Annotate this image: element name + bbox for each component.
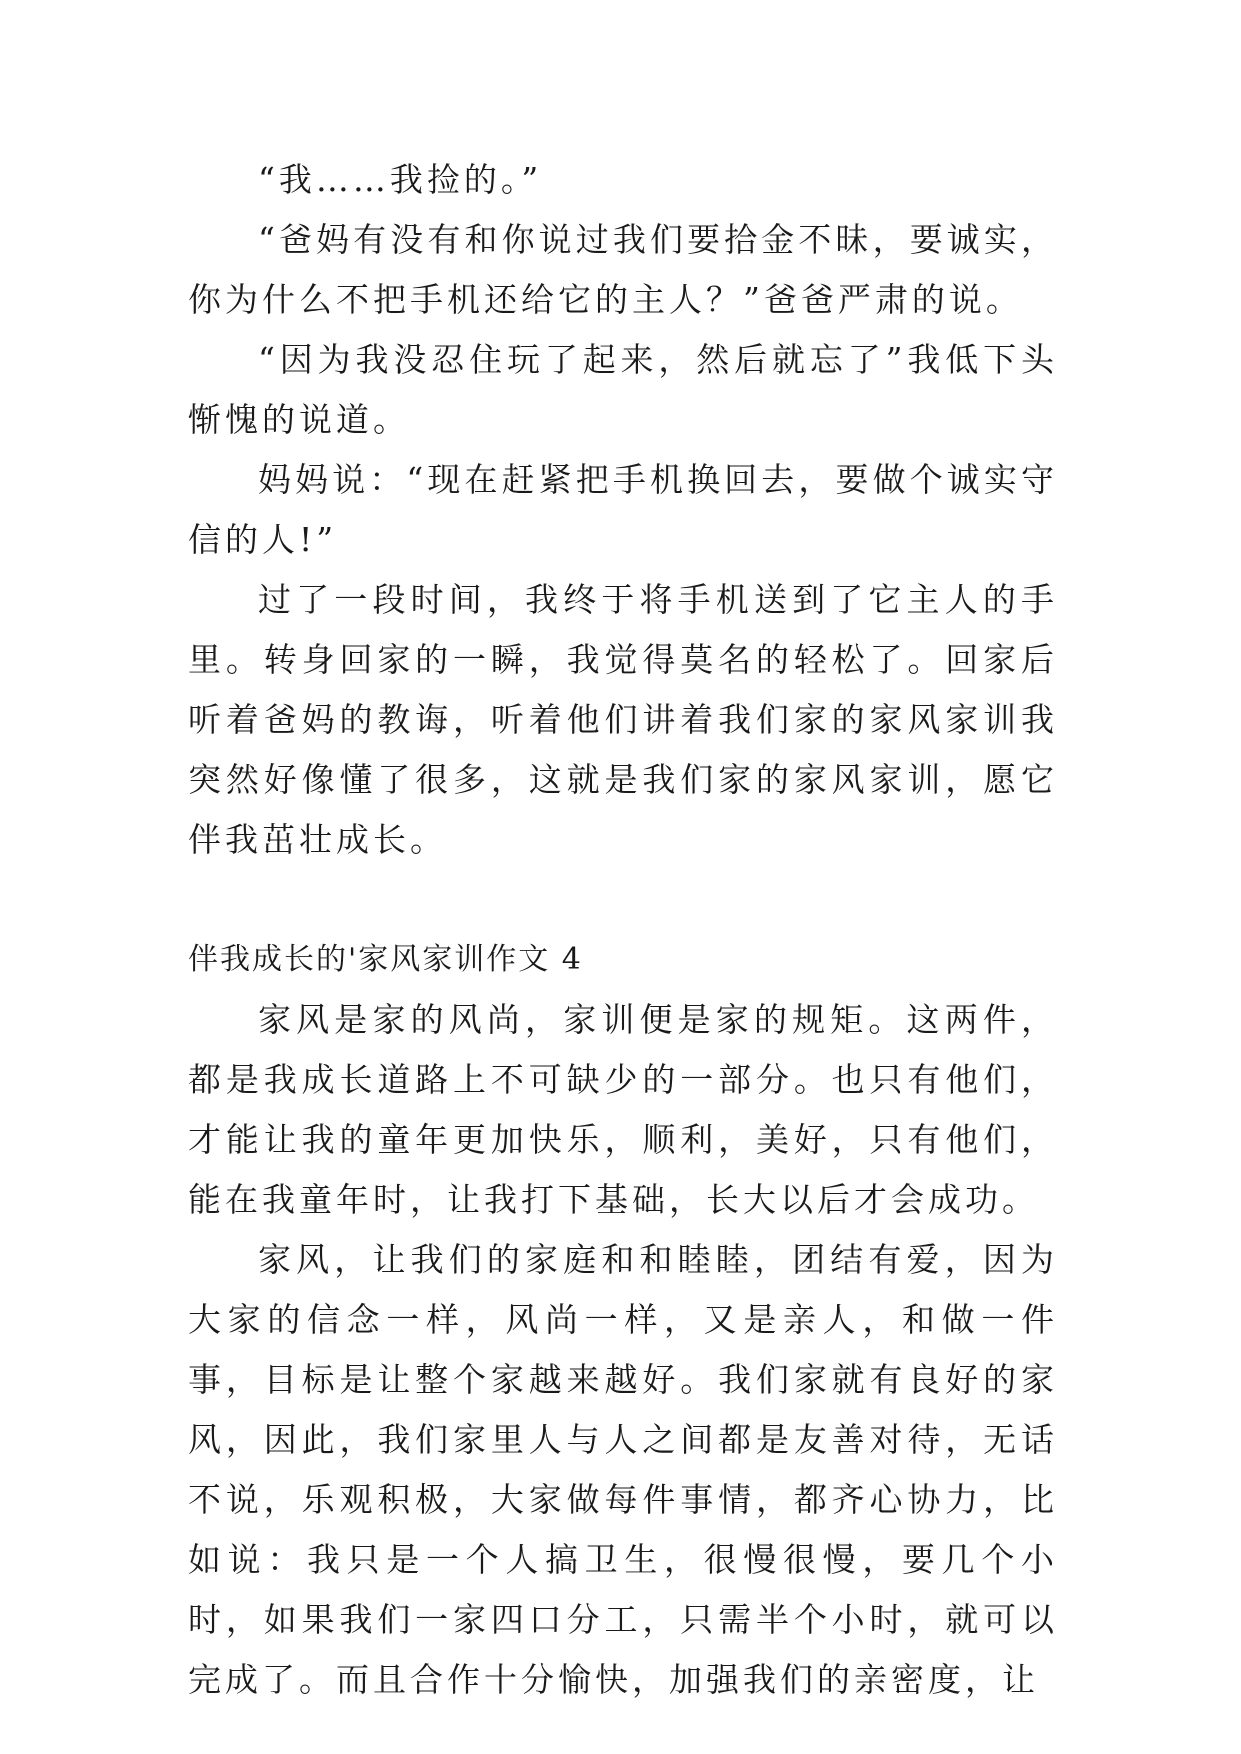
paragraph-dialogue-4: 妈妈说：“现在赶紧把手机换回去，要做个诚实守信的人!”	[188, 460, 1058, 559]
paragraph-conclusion: 过了一段时间，我终于将手机送到了它主人的手里。转身回家的一瞬，我觉得莫名的轻松了。回家后听着爸妈的教诲，听着他们讲着我们家的家风家训我突然好像懂了很多，这就是我们家的家风家训，愿它伴我茁壮成长。	[188, 580, 1058, 859]
paragraph-dialogue-2: “爸妈有没有和你说过我们要拾金不昧，要诚实，你为什么不把手机还给它的主人？”爸爸严肃的说。	[188, 220, 1058, 319]
paragraph-intro: 家风是家的风尚，家训便是家的规矩。这两件，都是我成长道路上不可缺少的一部分。也只有他们，才能让我的童年更加快乐，顺利，美好，只有他们，能在我童年时，让我打下基础，长大以后才会成功。	[188, 1000, 1058, 1219]
section-heading: 伴我成长的'家风家训作文 4	[188, 942, 583, 977]
document-body	[188, 150, 1058, 1710]
paragraph-dialogue-1: “我……我捡的。”	[258, 160, 543, 199]
paragraph-dialogue-3: “因为我没忍住玩了起来，然后就忘了”我低下头惭愧的说道。	[188, 340, 1058, 439]
section-spacer	[188, 870, 1058, 930]
paragraph-family-style: 家风，让我们的家庭和和睦睦，团结有爱，因为大家的信念一样，风尚一样，又是亲人，和做一件事，目标是让整个家越来越好。我们家就有良好的家风，因此，我们家里人与人之间都是友善对待，无话不说，乐观积极，大家做每件事情，都齐心协力，比如说：我只是一个人搞卫生，很慢很慢，要几个小时，如果我们一家四口分工，只需半个小时，就可以完成了。而且合作十分愉快，加强我们的亲密度，让	[188, 1240, 1058, 1699]
